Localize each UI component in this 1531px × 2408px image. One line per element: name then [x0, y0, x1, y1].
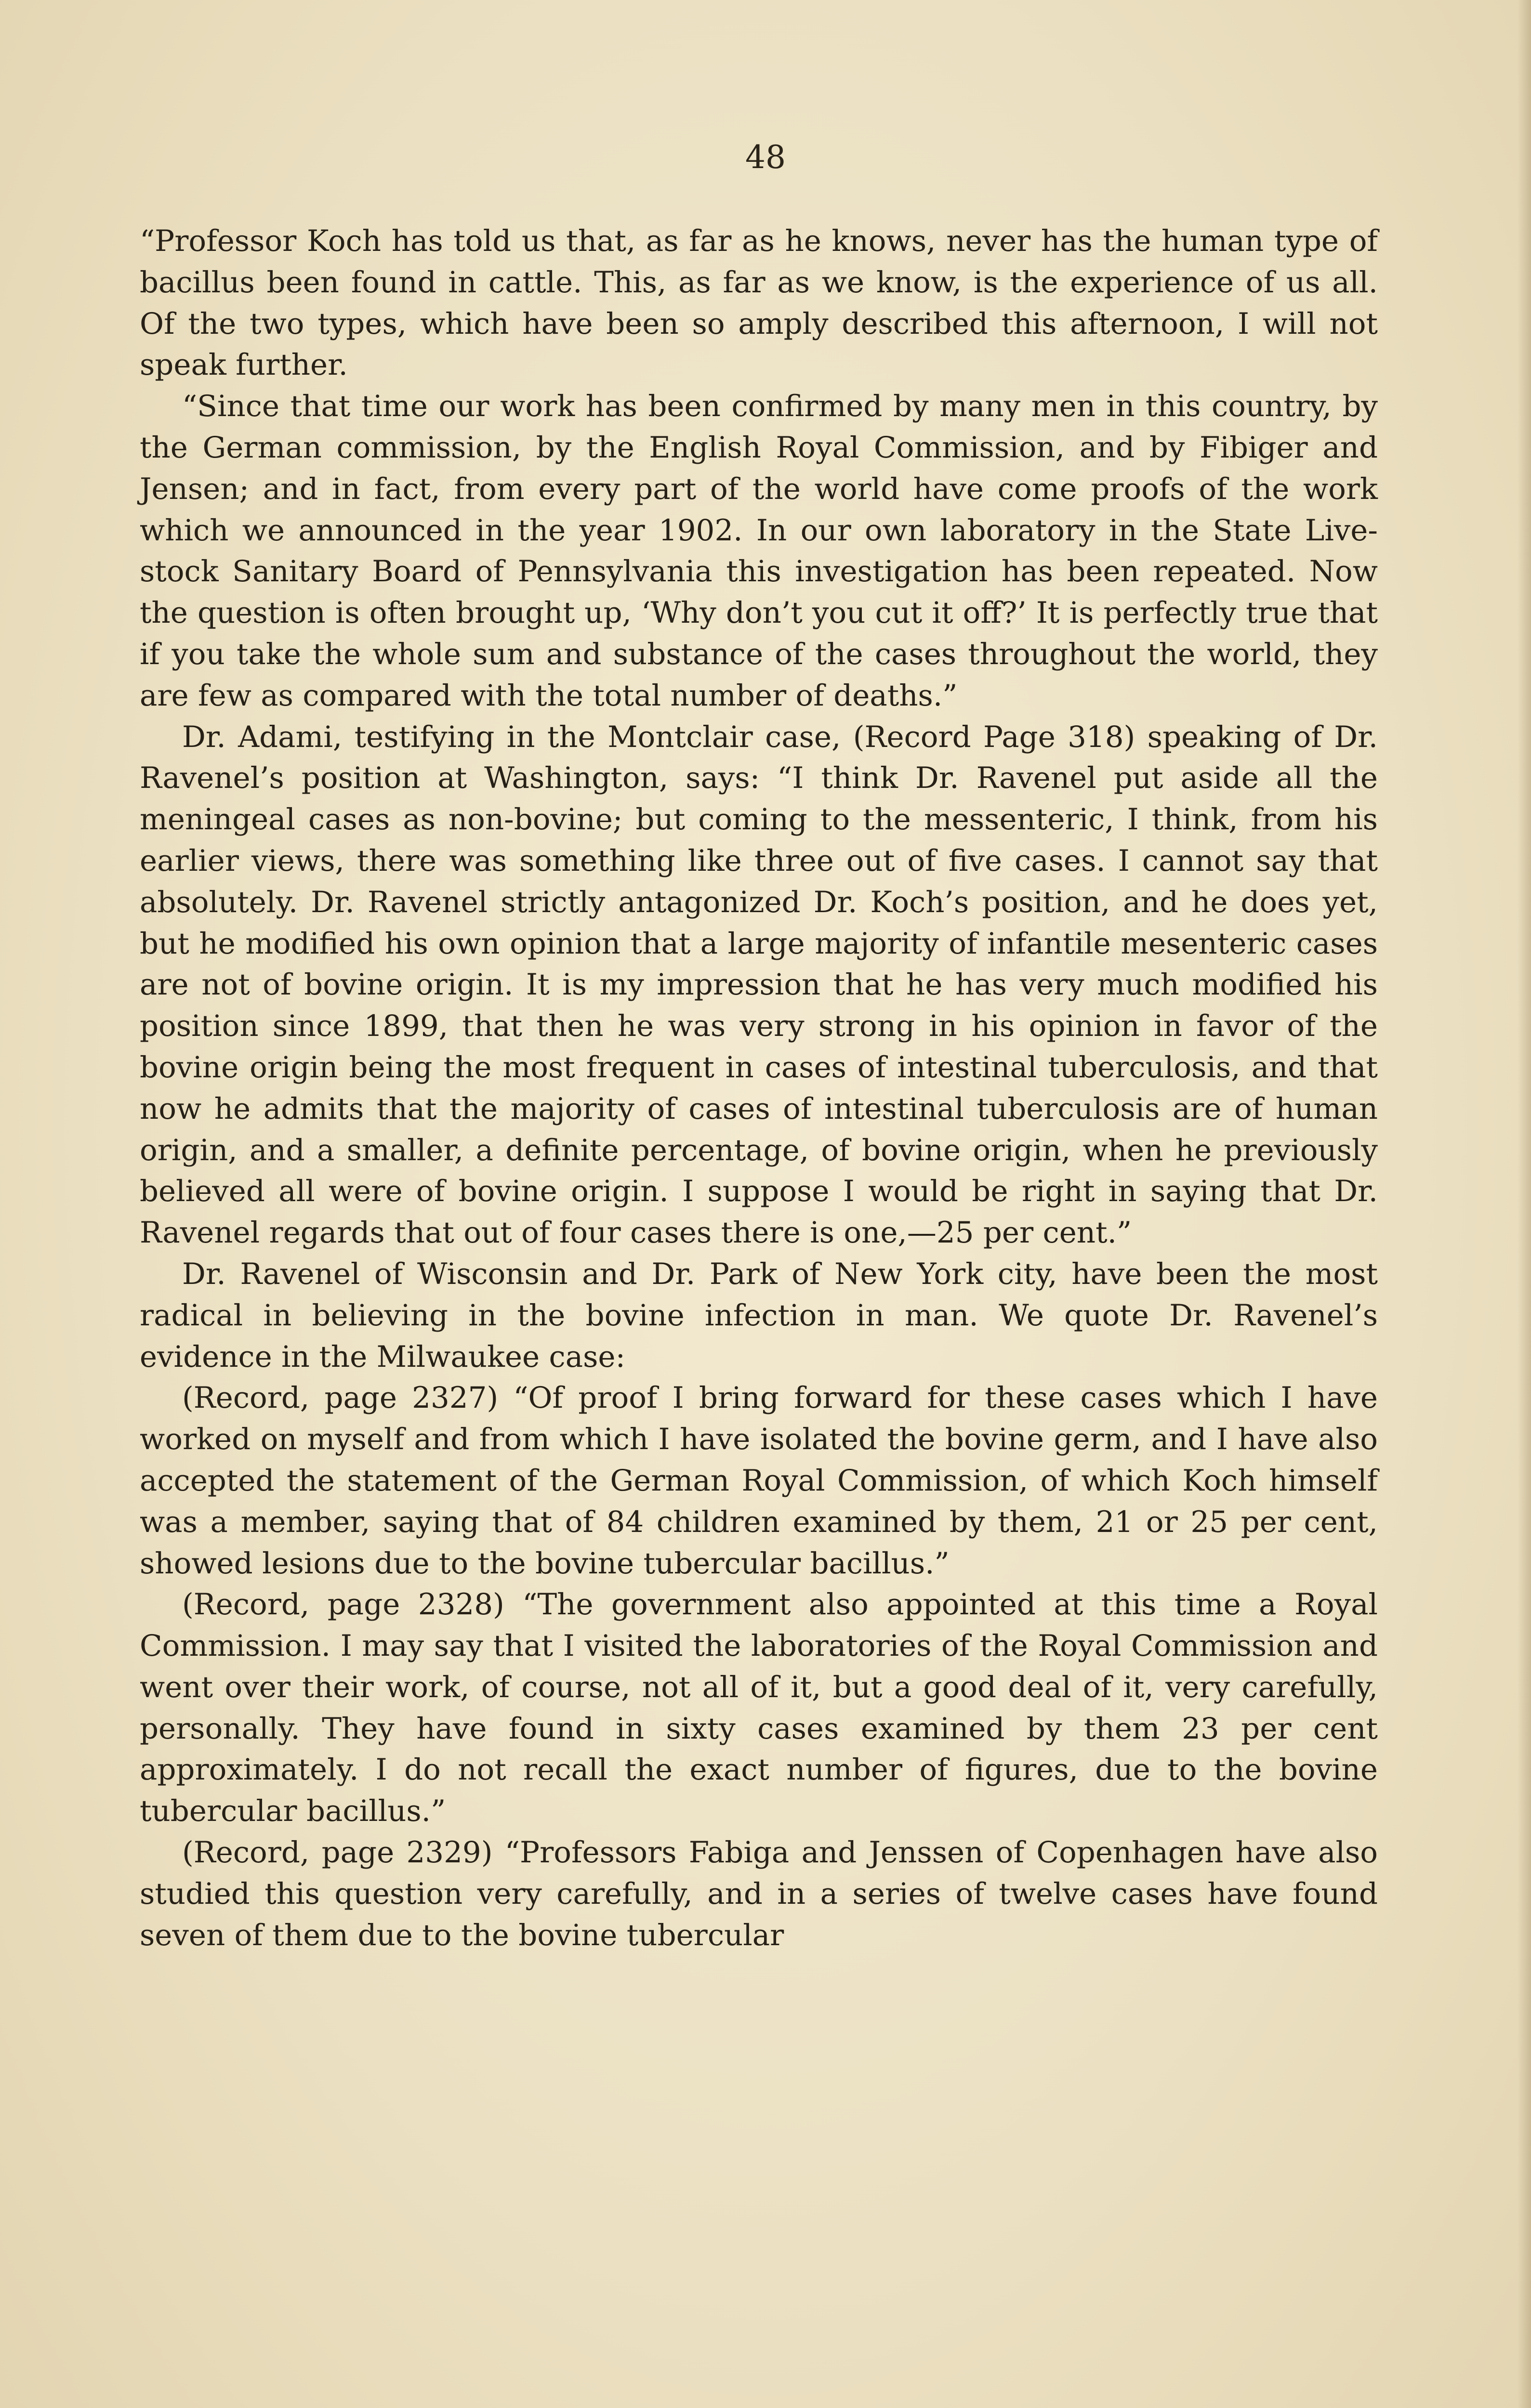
body-text [140, 221, 1378, 1956]
paragraph-koch-quote: “Professor Koch has told us that, as far as he knows, never has the human type of bacillus been found in cattle. This, as far as we know, is the experience of us all. Of the two types, which have been so amply described this afternoon, I will not speak further. [140, 224, 1378, 382]
paragraph-record-2329: (Record, page 2329) “Professors Fabiga and Jenssen of Copenhagen have also studied this question very carefully, and in a series of twelve cases have found seven of them due to the bovine tubercular [140, 1835, 1378, 1952]
paragraph-since-that-time: “Since that time our work has been confirmed by many men in this country, by the German commission, by the English Royal Commission, and by Fibiger and Jensen; and in fact, from every part of the world have come proofs of the work which we announced in the year 1902. In our own laboratory in the State Live-stock Sanitary Board of Pennsylvania this investigation has been repeated. Now the question is often brought up, ‘Why don’t you cut it off?’ It is perfectly true that if you take the whole sum and substance of the cases throughout the world, they are few as compared with the total number of deaths.” [140, 389, 1378, 713]
page-number: 48 [745, 139, 786, 176]
paragraph-record-2328: (Record, page 2328) “The government also appointed at this time a Royal Commission. I may say that I visited the laboratories of the Royal Commission and went over their work, of course, not all of it, but a good deal of it, very carefully, personally. They have found in sixty cases examined by them 23 per cent approximately. I do not recall the exact number of figures, due to the bovine tubercular bacillus.” [140, 1587, 1378, 1829]
paragraph-record-2327: (Record, page 2327) “Of proof I bring forward for these cases which I have worked on myself and from which I have isolated the bovine germ, and I have also accepted the statement of the German Royal Commission, of which Koch himself was a member, saying that of 84 children examined by them, 21 or 25 per cent, showed lesions due to the bovine tubercular bacillus.” [140, 1381, 1378, 1581]
paragraph-adami-testimony: Dr. Adami, testifying in the Montclair case, (Record Page 318) speaking of Dr. Ravenel’s position at Washington, says: “I think Dr. Ravenel put aside all the meningeal cases as non-bovine; but coming to the messenteric, I think, from his earlier views, there was something like three out of five cases. I cannot say that absolutely. Dr. Ravenel strictly antagonized Dr. Koch’s position, and he does yet, but he modified his own opinion that a large majority of infantile mesenteric cases are not of bovine origin. It is my impression that he has very much modified his position since 1899, that then he was very strong in his opinion in favor of the bovine origin being the most frequent in cases of intestinal tuberculosis, and that now he admits that the majority of cases of intestinal tuberculosis are of human origin, and a smaller, a definite percentage, of bovine origin, when he previously believed all were of bovine origin. I suppose I would be right in saying that Dr. Ravenel regards that out of four cases there is one,—25 per cent.” [140, 720, 1378, 1250]
paragraph-ravenel-park: Dr. Ravenel of Wisconsin and Dr. Park of New York city, have been the most radical in believing in the bovine infection in man. We quote Dr. Ravenel’s evidence in the Milwaukee case: [140, 1256, 1378, 1374]
page-edge-shadow [1518, 0, 1531, 2408]
